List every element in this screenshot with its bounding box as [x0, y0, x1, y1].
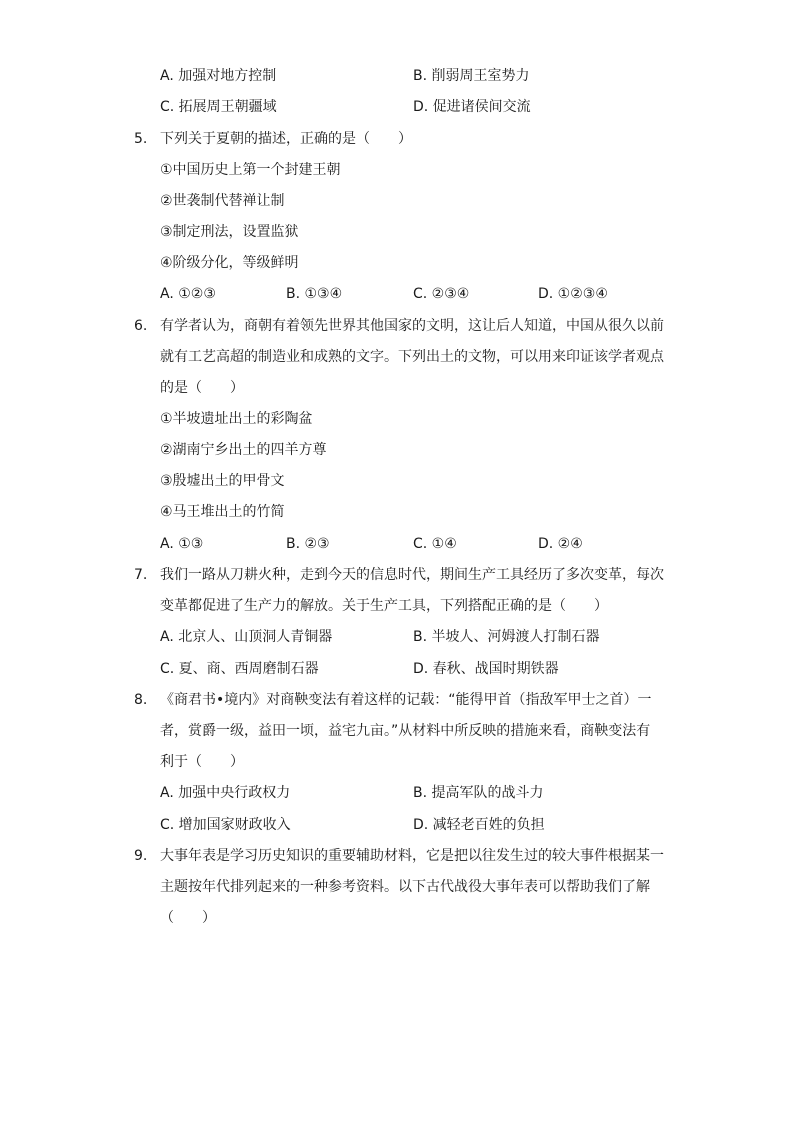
q9-stem-line-3: （ ）	[160, 910, 216, 926]
q6-item-2: ②湖南宁乡出土的四羊方尊	[160, 442, 327, 458]
q8-option-a[interactable]: A. 加强中央行政权力	[160, 785, 291, 801]
q9-stem-line-1: 大事年表是学习历史知识的重要辅助材料，它是把以往发生过的较大事件根据某一	[160, 848, 664, 864]
q6-option-d[interactable]: D. ②④	[538, 536, 583, 552]
q8-stem-line-3: 利于（ ）	[160, 754, 244, 770]
q7-option-c[interactable]: C. 夏、商、西周磨制石器	[160, 661, 319, 677]
q7-option-d[interactable]: D. 春秋、战国时期铁器	[413, 661, 559, 677]
q8-number: 8.	[134, 692, 148, 708]
q6-number: 6.	[134, 318, 148, 334]
q5-item-2: ②世袭制代替禅让制	[160, 193, 285, 209]
q6-item-1: ①半坡遗址出土的彩陶盆	[160, 411, 313, 427]
q5-option-c[interactable]: C. ②③④	[413, 286, 470, 302]
q8-stem-line-2: 者，赏爵一级，益田一顷，益宅九亩。”从材料中所反映的措施来看，商鞅变法有	[160, 723, 651, 739]
q5-option-a[interactable]: A. ①②③	[160, 286, 216, 302]
q5-stem: 下列关于夏朝的描述，正确的是（ ）	[160, 131, 412, 147]
q6-option-a[interactable]: A. ①③	[160, 536, 204, 552]
q4-option-b[interactable]: B. 削弱周王室势力	[413, 68, 530, 84]
q5-item-4: ④阶级分化，等级鲜明	[160, 255, 299, 271]
q4-option-d[interactable]: D. 促进诸侯间交流	[413, 99, 531, 115]
q5-option-d[interactable]: D. ①②③④	[538, 286, 608, 302]
q6-option-c[interactable]: C. ①④	[413, 536, 457, 552]
q8-option-b[interactable]: B. 提高军队的战斗力	[413, 785, 544, 801]
q6-item-4: ④马王堆出土的竹简	[160, 504, 285, 520]
q7-stem-line-1: 我们一路从刀耕火种，走到今天的信息时代，期间生产工具经历了多次变革，每次	[160, 567, 664, 583]
q6-item-3: ③殷墟出土的甲骨文	[160, 473, 285, 489]
q6-stem-line-3: 的是（ ）	[160, 380, 244, 396]
q7-option-b[interactable]: B. 半坡人、河姆渡人打制石器	[413, 629, 600, 645]
q6-stem-line-1: 有学者认为，商朝有着领先世界其他国家的文明，这让后人知道，中国从很久以前	[160, 318, 664, 334]
q9-number: 9.	[134, 848, 148, 864]
q7-stem-line-2: 变革都促进了生产力的解放。关于生产工具，下列搭配正确的是（ ）	[160, 598, 608, 614]
q5-number: 5.	[134, 131, 148, 147]
q5-option-b[interactable]: B. ①③④	[286, 286, 343, 302]
q6-option-b[interactable]: B. ②③	[286, 536, 330, 552]
q7-number: 7.	[134, 567, 148, 583]
q5-item-1: ①中国历史上第一个封建王朝	[160, 162, 341, 178]
q9-stem-line-2: 主题按年代排列起来的一种参考资料。以下古代战役大事年表可以帮助我们了解	[160, 879, 650, 895]
q5-item-3: ③制定刑法，设置监狱	[160, 224, 299, 240]
q4-option-c[interactable]: C. 拓展周王朝疆域	[160, 99, 277, 115]
q8-option-d[interactable]: D. 减轻老百姓的负担	[413, 817, 545, 833]
q7-option-a[interactable]: A. 北京人、山顶洞人青铜器	[160, 629, 333, 645]
q8-option-c[interactable]: C. 增加国家财政收入	[160, 817, 291, 833]
q4-option-a[interactable]: A. 加强对地方控制	[160, 68, 277, 84]
q8-stem-line-1: 《商君书•境内》对商鞅变法有着这样的记载：“能得甲首（指敌军甲士之首）一	[160, 692, 652, 708]
q6-stem-line-2: 就有工艺高超的制造业和成熟的文字。下列出土的文物，可以用来印证该学者观点	[160, 349, 664, 365]
